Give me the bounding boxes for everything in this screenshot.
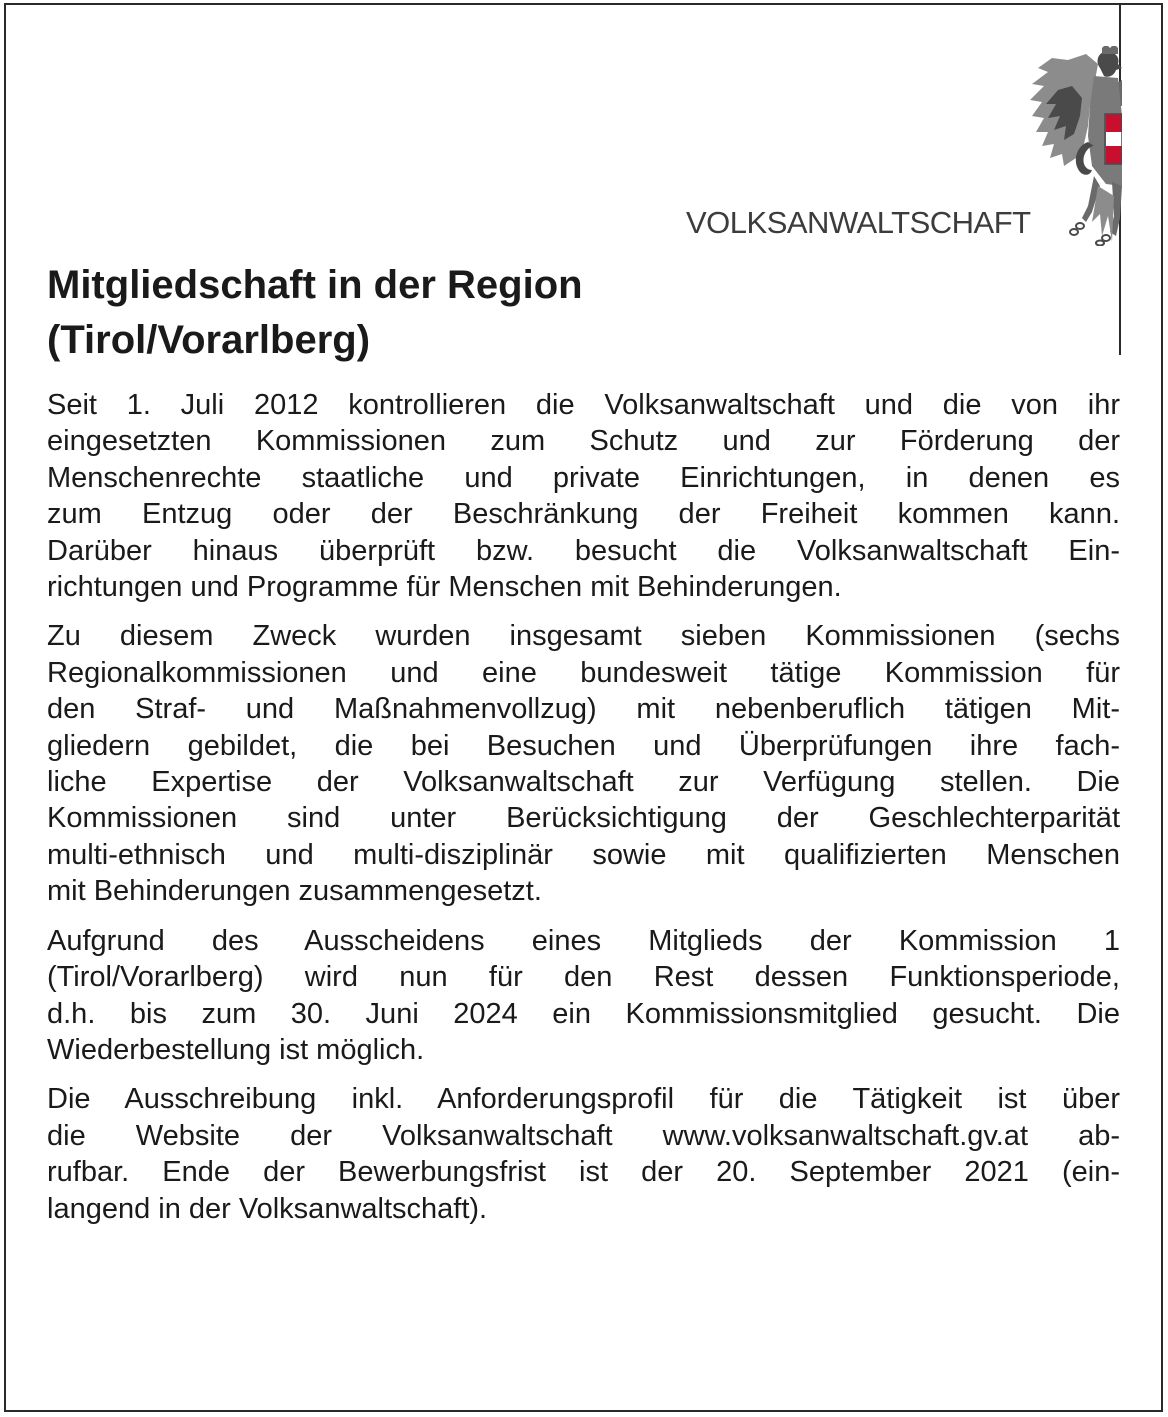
- text-line: zum Entzug oder der Beschränkung der Freiheit kommen kann.: [47, 498, 1120, 531]
- text-line: Seit 1. Juli 2012 kontrollieren die Volksanwaltschaft und die von ihr: [47, 389, 1120, 421]
- title-line-1: Mitgliedschaft in der Region: [47, 263, 583, 307]
- page-title: [47, 258, 1087, 368]
- text-line: multi-ethnisch und multi-disziplinär sowie mit qualifizierten Menschen: [47, 838, 1120, 871]
- logo-wordmark: VOLKSANWALTSCHAFT: [686, 205, 1031, 240]
- paragraph-intro: [47, 387, 1120, 605]
- text-line: gliedern gebildet, die bei Besuchen und Überprüfungen ihre fach-: [47, 729, 1120, 762]
- text-line: mit Behinderungen zusammengesetzt.: [47, 875, 542, 908]
- text-line: den Straf- und Maßnahmenvollzug) mit nebenberuflich tätigen Mit-: [47, 693, 1120, 726]
- text-line: Menschenrechte staatliche und private Einrichtungen, in denen es: [47, 461, 1120, 494]
- text-line: langend in der Volksanwaltschaft).: [47, 1192, 488, 1225]
- text-line: Regionalkommissionen und eine bundesweit tätige Kommission für: [47, 656, 1120, 689]
- text-line: Zu diesem Zweck wurden insgesamt sieben Kommissionen (sechs: [47, 620, 1120, 653]
- text-line: richtungen und Programme für Menschen mit Behinderungen.: [47, 571, 842, 604]
- text-line: (Tirol/Vorarlberg) wird nun für den Rest dessen Funktionsperiode,: [47, 961, 1120, 994]
- title-line-2: (Tirol/Vorarlberg): [47, 318, 371, 362]
- text-line: eingesetzten Kommissionen zum Schutz und zur Förderung der: [47, 425, 1120, 458]
- paragraph-vacancy: [47, 923, 1120, 1069]
- text-line: Wiederbestellung ist möglich.: [47, 1033, 425, 1066]
- text-line: d.h. bis zum 30. Juni 2024 ein Kommissionsmitglied gesucht. Die: [47, 997, 1120, 1030]
- text-line: rufbar. Ende der Bewerbungsfrist ist der 20. September 2021 (ein-: [47, 1156, 1120, 1189]
- text-line: die Website der Volksanwaltschaft www.volksanwaltschaft.gv.at ab-: [47, 1119, 1120, 1152]
- text-line: Darüber hinaus überprüft bzw. besucht die Volksanwaltschaft Ein-: [47, 534, 1120, 567]
- text-line: Die Ausschreibung inkl. Anforderungsprofil für die Tätigkeit ist über: [47, 1083, 1120, 1116]
- text-line: liche Expertise der Volksanwaltschaft zur Verfügung stellen. Die: [47, 766, 1120, 799]
- text-line: Aufgrund des Ausscheidens eines Mitglieds der Kommission 1: [47, 924, 1120, 957]
- text-line: Kommissionen sind unter Berücksichtigung der Geschlechterparität: [47, 802, 1120, 835]
- austrian-eagle-icon: [1028, 46, 1122, 246]
- paragraph-commissions: [47, 618, 1120, 909]
- paragraph-application: [47, 1081, 1120, 1227]
- body-text: [47, 387, 1120, 1240]
